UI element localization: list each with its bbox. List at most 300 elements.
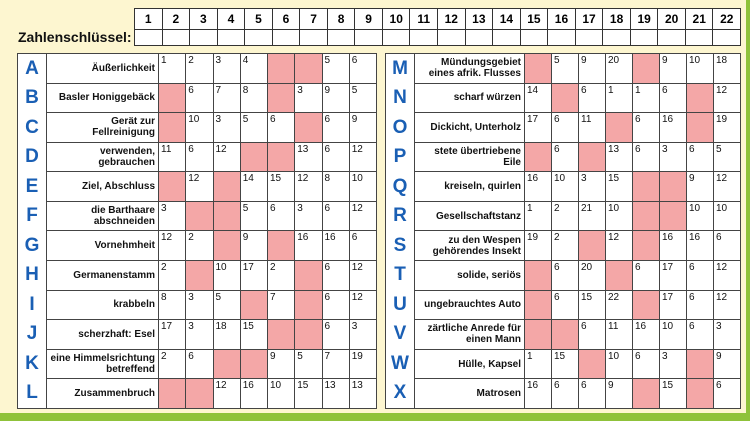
key-number-22: 22: [712, 9, 740, 29]
answer-cell[interactable]: [525, 84, 552, 113]
answer-cell[interactable]: [552, 261, 579, 290]
answer-cell[interactable]: [633, 350, 660, 379]
cell-number: 6: [351, 55, 358, 66]
answer-cell[interactable]: [714, 54, 740, 83]
answer-cell[interactable]: [687, 143, 714, 172]
answer-cell-highlighted[interactable]: [525, 261, 552, 290]
answer-cell[interactable]: [525, 172, 552, 201]
answer-cell[interactable]: [660, 379, 687, 408]
key-answer-cell-3[interactable]: [189, 30, 217, 46]
answer-cell-highlighted[interactable]: [295, 261, 322, 290]
key-number-4: 4: [217, 9, 245, 29]
cell-number: 2: [161, 262, 167, 274]
answer-cell-highlighted[interactable]: [579, 350, 606, 379]
answer-cell[interactable]: [579, 291, 606, 320]
clue-row-d: [47, 143, 376, 173]
answer-cell[interactable]: [268, 172, 295, 201]
answer-cell-highlighted[interactable]: [268, 84, 295, 113]
clue-row-i: [47, 291, 376, 321]
answer-cell[interactable]: [660, 113, 687, 142]
number-key-answer-row: [135, 30, 740, 46]
answer-cell[interactable]: [295, 350, 322, 379]
row-letter-p: P: [393, 146, 407, 168]
clue-row-g: [47, 231, 376, 261]
answer-cell[interactable]: [606, 172, 633, 201]
answer-cell-highlighted[interactable]: [241, 350, 268, 379]
row-letter-e: E: [25, 175, 39, 197]
answer-cell[interactable]: [214, 54, 241, 83]
answer-cell[interactable]: [579, 320, 606, 349]
key-answer-cell-7[interactable]: [299, 30, 327, 46]
answer-cell-highlighted[interactable]: [633, 231, 660, 260]
answer-cell-highlighted[interactable]: [633, 172, 660, 201]
answer-cell[interactable]: [687, 202, 714, 231]
answer-cell[interactable]: [687, 231, 714, 260]
clue-row-k: [47, 350, 376, 380]
answer-cell[interactable]: [350, 54, 376, 83]
answer-cell[interactable]: [323, 350, 350, 379]
cell-number: 9: [581, 55, 587, 66]
answer-cell[interactable]: [186, 172, 213, 201]
answer-cells: [525, 261, 740, 290]
answer-cell[interactable]: [687, 54, 714, 83]
answer-cell-highlighted[interactable]: [268, 231, 295, 260]
answer-cell-highlighted[interactable]: [186, 379, 213, 408]
answer-cells: [525, 320, 740, 349]
answer-cell[interactable]: [268, 379, 295, 408]
answer-cell[interactable]: [606, 291, 633, 320]
answer-cell-highlighted[interactable]: [186, 261, 213, 290]
answer-cells: [525, 291, 740, 320]
answer-cell[interactable]: [214, 379, 241, 408]
answer-cell[interactable]: [350, 202, 376, 231]
key-answer-cell-17[interactable]: [575, 30, 603, 46]
clue-row-e: [47, 172, 376, 202]
answer-cell-highlighted[interactable]: [606, 113, 633, 142]
clue-row-c: [47, 113, 376, 143]
answer-cell[interactable]: [295, 231, 322, 260]
answer-cell-highlighted[interactable]: [159, 172, 186, 201]
key-answer-cell-2[interactable]: [162, 30, 190, 46]
key-answer-cell-8[interactable]: [327, 30, 355, 46]
answer-cell[interactable]: [323, 84, 350, 113]
clue-text: Zusammenbruch: [47, 379, 159, 408]
answer-cell[interactable]: [525, 379, 552, 408]
cell-number: 18: [716, 55, 728, 66]
answer-cell[interactable]: [295, 202, 322, 231]
answer-cell[interactable]: [350, 84, 376, 113]
answer-cell[interactable]: [241, 202, 268, 231]
answer-cell[interactable]: [714, 291, 740, 320]
answer-cell-highlighted[interactable]: [525, 143, 552, 172]
answer-cell[interactable]: [714, 231, 740, 260]
clue-rows-left: [47, 54, 376, 408]
cell-number: 16: [324, 232, 336, 244]
clue-text: Germanenstamm: [47, 261, 159, 290]
clue-text: scharf würzen: [415, 84, 525, 113]
key-answer-cell-13[interactable]: [465, 30, 493, 46]
answer-cell[interactable]: [606, 84, 633, 113]
letter-column-right: [386, 54, 415, 408]
answer-cell[interactable]: [214, 113, 241, 142]
answer-cell[interactable]: [323, 379, 350, 408]
answer-cell[interactable]: [186, 84, 213, 113]
cell-number: 1: [527, 202, 533, 214]
answer-cell[interactable]: [159, 54, 186, 83]
cell-number: 16: [635, 321, 647, 333]
answer-cell[interactable]: [323, 291, 350, 320]
answer-cell[interactable]: [633, 320, 660, 349]
answer-cell-highlighted[interactable]: [660, 202, 687, 231]
cell-number: 6: [716, 380, 722, 392]
clue-text: Matrosen: [415, 379, 525, 408]
answer-cell[interactable]: [323, 261, 350, 290]
answer-cell[interactable]: [552, 291, 579, 320]
key-answer-cell-14[interactable]: [492, 30, 520, 46]
answer-cell[interactable]: [714, 172, 740, 201]
answer-cell[interactable]: [552, 231, 579, 260]
answer-cell[interactable]: [660, 261, 687, 290]
answer-cell[interactable]: [350, 231, 376, 260]
answer-cell[interactable]: [214, 143, 241, 172]
answer-cell[interactable]: [552, 113, 579, 142]
answer-cell[interactable]: [186, 54, 213, 83]
answer-cell-highlighted[interactable]: [633, 291, 660, 320]
cell-number: 6: [188, 143, 194, 155]
answer-cells: [525, 379, 740, 408]
cell-number: 12: [716, 173, 728, 185]
cell-number: 10: [689, 202, 701, 214]
answer-cell[interactable]: [350, 350, 376, 379]
key-answer-cell-21[interactable]: [685, 30, 713, 46]
clue-row-q: [415, 172, 740, 202]
answer-cells: [525, 202, 740, 231]
clue-text: scherzhaft: Esel: [47, 320, 159, 349]
answer-cell[interactable]: [606, 379, 633, 408]
answer-cell[interactable]: [606, 350, 633, 379]
answer-cells: [525, 143, 740, 172]
answer-cell[interactable]: [214, 320, 241, 349]
answer-cell[interactable]: [268, 113, 295, 142]
answer-cell-highlighted[interactable]: [214, 350, 241, 379]
cell-number: 11: [608, 321, 619, 333]
answer-cell[interactable]: [525, 202, 552, 231]
cell-number: 10: [215, 262, 227, 274]
answer-cell[interactable]: [350, 113, 376, 142]
answer-cell[interactable]: [159, 261, 186, 290]
answer-cell[interactable]: [323, 231, 350, 260]
answer-cell[interactable]: [268, 350, 295, 379]
key-answer-cell-22[interactable]: [712, 30, 740, 46]
answer-cell[interactable]: [606, 320, 633, 349]
answer-cell[interactable]: [241, 113, 268, 142]
answer-cell[interactable]: [606, 231, 633, 260]
answer-cell-highlighted[interactable]: [552, 84, 579, 113]
cell-number: 12: [716, 291, 728, 303]
answer-cell[interactable]: [186, 113, 213, 142]
answer-cell[interactable]: [159, 320, 186, 349]
cell-number: 6: [188, 350, 194, 362]
answer-cell-highlighted[interactable]: [214, 231, 241, 260]
answer-cell-highlighted[interactable]: [633, 202, 660, 231]
answer-cell-highlighted[interactable]: [633, 54, 660, 83]
answer-cell[interactable]: [552, 202, 579, 231]
row-letter-b: B: [25, 87, 39, 109]
key-answer-cell-1[interactable]: [135, 30, 162, 46]
answer-cell-highlighted[interactable]: [295, 113, 322, 142]
answer-cell[interactable]: [714, 379, 740, 408]
answer-cell[interactable]: [660, 320, 687, 349]
answer-cell[interactable]: [579, 54, 606, 83]
answer-cell[interactable]: [350, 143, 376, 172]
answer-cells: [525, 231, 740, 260]
cell-number: 9: [351, 114, 358, 126]
row-letter-j: J: [26, 323, 38, 345]
cell-number: 13: [297, 143, 309, 155]
frame-bottom-border: [0, 413, 750, 421]
answer-cell-highlighted[interactable]: [186, 202, 213, 231]
answer-cell[interactable]: [714, 320, 740, 349]
key-number-18: 18: [602, 9, 630, 29]
answer-cell-highlighted[interactable]: [525, 291, 552, 320]
answer-cell-highlighted[interactable]: [552, 320, 579, 349]
cell-number: 16: [662, 232, 674, 244]
clue-row-s: [415, 231, 740, 261]
answer-cell[interactable]: [186, 143, 213, 172]
answer-cell-highlighted[interactable]: [241, 291, 268, 320]
answer-cell[interactable]: [295, 379, 322, 408]
key-number-15: 15: [520, 9, 548, 29]
answer-cell[interactable]: [323, 143, 350, 172]
answer-cell[interactable]: [579, 379, 606, 408]
answer-cell[interactable]: [295, 172, 322, 201]
answer-cell[interactable]: [633, 143, 660, 172]
answer-cell[interactable]: [350, 172, 376, 201]
answer-cell[interactable]: [687, 291, 714, 320]
answer-cell[interactable]: [525, 350, 552, 379]
cell-number: 6: [324, 262, 331, 274]
row-letter-a: A: [25, 57, 39, 79]
answer-cell[interactable]: [350, 379, 376, 408]
answer-cell[interactable]: [687, 261, 714, 290]
answer-cell[interactable]: [350, 291, 376, 320]
clue-rows-right: [415, 54, 740, 408]
answer-cell[interactable]: [552, 379, 579, 408]
answer-cell[interactable]: [660, 291, 687, 320]
answer-cell-highlighted[interactable]: [687, 350, 714, 379]
answer-cell[interactable]: [660, 231, 687, 260]
answer-cell[interactable]: [241, 84, 268, 113]
cell-number: 8: [161, 291, 167, 303]
key-number-9: 9: [354, 9, 382, 29]
answer-cell[interactable]: [186, 291, 213, 320]
answer-cell-highlighted[interactable]: [525, 54, 552, 83]
answer-cell[interactable]: [525, 231, 552, 260]
cell-number: 6: [554, 291, 560, 303]
cell-number: 17: [662, 262, 674, 274]
answer-cell[interactable]: [159, 291, 186, 320]
cell-number: 7: [270, 291, 276, 303]
key-answer-cell-15[interactable]: [520, 30, 548, 46]
answer-cell[interactable]: [186, 231, 213, 260]
answer-cell[interactable]: [268, 202, 295, 231]
answer-cell-highlighted[interactable]: [241, 143, 268, 172]
clue-row-t: [415, 261, 740, 291]
cell-number: 6: [689, 262, 695, 274]
answer-cell[interactable]: [552, 172, 579, 201]
answer-cell[interactable]: [241, 231, 268, 260]
answer-cell[interactable]: [214, 291, 241, 320]
answer-cell[interactable]: [579, 202, 606, 231]
answer-cell-highlighted[interactable]: [295, 54, 322, 83]
answer-cell[interactable]: [241, 54, 268, 83]
key-answer-cell-6[interactable]: [272, 30, 300, 46]
clue-text: Ziel, Abschluss: [47, 172, 159, 201]
answer-cell[interactable]: [552, 143, 579, 172]
cell-number: 15: [581, 291, 593, 303]
answer-cell[interactable]: [579, 84, 606, 113]
answer-cell[interactable]: [714, 350, 740, 379]
answer-cell-highlighted[interactable]: [687, 84, 714, 113]
answer-cell[interactable]: [295, 143, 322, 172]
answer-cell[interactable]: [552, 350, 579, 379]
answer-cell-highlighted[interactable]: [268, 54, 295, 83]
key-answer-cell-20[interactable]: [657, 30, 685, 46]
answer-cell-highlighted[interactable]: [268, 143, 295, 172]
answer-cell[interactable]: [525, 113, 552, 142]
answer-cell[interactable]: [606, 202, 633, 231]
key-answer-cell-10[interactable]: [382, 30, 410, 46]
answer-cell-highlighted[interactable]: [214, 202, 241, 231]
answer-cell[interactable]: [295, 84, 322, 113]
answer-cell-highlighted[interactable]: [687, 379, 714, 408]
answer-cell[interactable]: [633, 84, 660, 113]
answer-cell[interactable]: [606, 143, 633, 172]
answer-cell-highlighted[interactable]: [295, 320, 322, 349]
answer-cell[interactable]: [579, 113, 606, 142]
number-key-header-row: [135, 9, 740, 30]
answer-cells: [525, 113, 740, 142]
answer-cells: [525, 54, 740, 83]
answer-cell[interactable]: [714, 113, 740, 142]
answer-cells: [159, 113, 376, 142]
answer-cell[interactable]: [214, 84, 241, 113]
answer-cell[interactable]: [323, 202, 350, 231]
answer-cell-highlighted[interactable]: [525, 320, 552, 349]
answer-cell[interactable]: [552, 54, 579, 83]
answer-cell[interactable]: [579, 172, 606, 201]
key-answer-cell-16[interactable]: [547, 30, 575, 46]
cell-number: 17: [662, 291, 674, 303]
answer-cell[interactable]: [714, 261, 740, 290]
answer-cell-highlighted[interactable]: [579, 143, 606, 172]
answer-cell[interactable]: [687, 320, 714, 349]
answer-cell[interactable]: [606, 54, 633, 83]
answer-cell[interactable]: [350, 320, 376, 349]
answer-cell[interactable]: [714, 84, 740, 113]
key-number-10: 10: [382, 9, 410, 29]
answer-cell[interactable]: [660, 54, 687, 83]
clue-text: Basler Honiggebäck: [47, 84, 159, 113]
answer-cell[interactable]: [241, 172, 268, 201]
clue-row-l: [47, 379, 376, 408]
answer-cell[interactable]: [323, 172, 350, 201]
row-letter-i: I: [29, 293, 35, 315]
answer-cell[interactable]: [214, 261, 241, 290]
cell-number: 12: [351, 143, 363, 155]
answer-cell[interactable]: [323, 54, 350, 83]
answer-cell[interactable]: [323, 113, 350, 142]
answer-cell[interactable]: [579, 261, 606, 290]
cell-number: 1: [635, 84, 641, 96]
cell-number: 16: [662, 114, 674, 126]
answer-cell[interactable]: [241, 379, 268, 408]
answer-cell-highlighted[interactable]: [159, 84, 186, 113]
cell-number: 22: [608, 291, 620, 303]
answer-cell[interactable]: [159, 143, 186, 172]
answer-cell[interactable]: [714, 143, 740, 172]
answer-cell-highlighted[interactable]: [633, 379, 660, 408]
cell-number: 3: [215, 114, 222, 126]
answer-cell[interactable]: [687, 172, 714, 201]
answer-cell-highlighted[interactable]: [579, 231, 606, 260]
answer-cell[interactable]: [633, 261, 660, 290]
cell-number: 15: [662, 380, 674, 392]
answer-cell[interactable]: [186, 350, 213, 379]
answer-cell-highlighted[interactable]: [295, 291, 322, 320]
key-answer-cell-5[interactable]: [244, 30, 272, 46]
cell-number: 3: [297, 84, 303, 96]
answer-cell-highlighted[interactable]: [660, 172, 687, 201]
answer-cell[interactable]: [660, 84, 687, 113]
answer-cell[interactable]: [159, 231, 186, 260]
answer-cell[interactable]: [268, 291, 295, 320]
answer-cell-highlighted[interactable]: [606, 261, 633, 290]
row-letter-u: U: [393, 293, 407, 315]
answer-cell[interactable]: [660, 143, 687, 172]
answer-cell[interactable]: [241, 261, 268, 290]
key-number-2: 2: [162, 9, 190, 29]
answer-cell-highlighted[interactable]: [159, 379, 186, 408]
clue-row-h: [47, 261, 376, 291]
cell-number: 9: [242, 232, 249, 244]
answer-cell[interactable]: [186, 320, 213, 349]
key-answer-cell-9[interactable]: [354, 30, 382, 46]
answer-cell[interactable]: [350, 261, 376, 290]
cell-number: 6: [581, 84, 587, 96]
answer-cell[interactable]: [159, 350, 186, 379]
answer-cell[interactable]: [633, 113, 660, 142]
answer-cell-highlighted[interactable]: [214, 172, 241, 201]
key-answer-cell-18[interactable]: [602, 30, 630, 46]
answer-cell-highlighted[interactable]: [159, 113, 186, 142]
answer-cell[interactable]: [268, 261, 295, 290]
answer-cell-highlighted[interactable]: [268, 320, 295, 349]
cell-number: 8: [242, 84, 249, 96]
key-answer-cell-11[interactable]: [409, 30, 437, 46]
key-answer-cell-19[interactable]: [630, 30, 658, 46]
key-answer-cell-4[interactable]: [217, 30, 245, 46]
cell-number: 5: [351, 84, 358, 96]
answer-cell[interactable]: [714, 202, 740, 231]
answer-cell[interactable]: [660, 350, 687, 379]
answer-cell-highlighted[interactable]: [687, 113, 714, 142]
cell-number: 10: [270, 380, 282, 392]
answer-cell[interactable]: [323, 320, 350, 349]
key-answer-cell-12[interactable]: [437, 30, 465, 46]
answer-cell[interactable]: [159, 202, 186, 231]
answer-cell[interactable]: [241, 320, 268, 349]
